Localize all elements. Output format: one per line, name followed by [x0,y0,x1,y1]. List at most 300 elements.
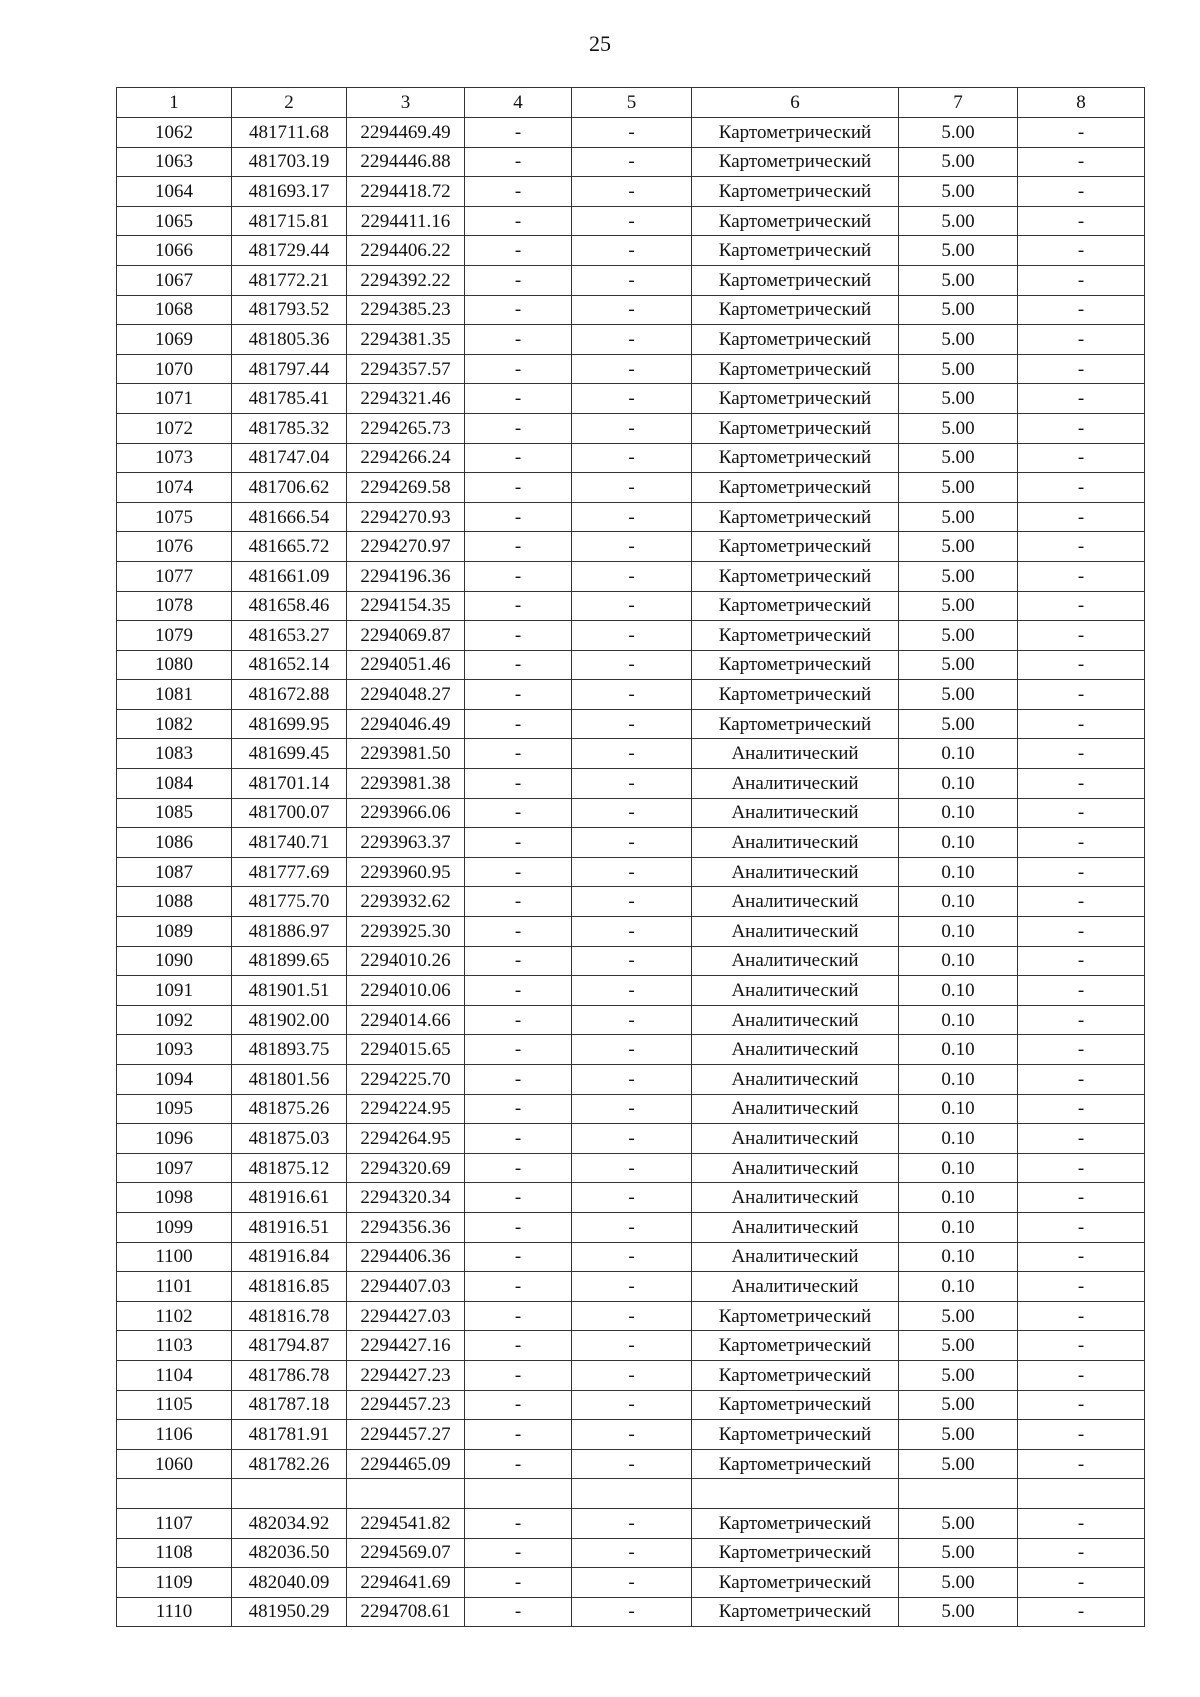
table-cell: Аналитический [692,1212,899,1242]
table-cell: 481785.32 [232,413,347,443]
table-cell: - [1018,325,1145,355]
table-cell: 2294270.97 [347,532,465,562]
table-cell: 2294411.16 [347,206,465,236]
table-cell: Картометрический [692,1568,899,1598]
table-cell: - [1018,473,1145,503]
table-cell: 1080 [117,650,232,680]
table-row [117,502,1145,532]
table-cell: 2294427.16 [347,1331,465,1361]
table-cell: - [1018,1449,1145,1479]
table-cell: - [465,265,572,295]
table-cell: - [572,1449,692,1479]
table-cell: 2294641.69 [347,1568,465,1598]
table-cell: 1066 [117,236,232,266]
table-cell: Аналитический [692,1272,899,1302]
table-cell: 1101 [117,1272,232,1302]
table-cell: 481693.17 [232,177,347,207]
table-cell: 1079 [117,621,232,651]
table-cell: 2294392.22 [347,265,465,295]
table-cell: 2294381.35 [347,325,465,355]
table-cell: - [1018,1568,1145,1598]
table-row [117,887,1145,917]
table-cell: - [1018,295,1145,325]
table-cell: - [1018,1094,1145,1124]
table-cell [692,1479,899,1509]
table-cell: - [465,739,572,769]
table-cell: 1104 [117,1360,232,1390]
table-cell: 1088 [117,887,232,917]
table-cell: Картометрический [692,177,899,207]
table-cell: - [1018,1301,1145,1331]
table-cell: 5.00 [899,1390,1018,1420]
table-cell: 5.00 [899,680,1018,710]
table-cell: 2294266.24 [347,443,465,473]
table-cell: - [465,325,572,355]
table-cell: 1076 [117,532,232,562]
table-cell: - [572,1124,692,1154]
table-cell: 1072 [117,413,232,443]
table-cell: Аналитический [692,1153,899,1183]
table-cell: - [465,621,572,651]
table-cell: - [465,976,572,1006]
table-cell: - [465,680,572,710]
table-cell: - [572,295,692,325]
table-row [117,532,1145,562]
table-row [117,1301,1145,1331]
table-cell: 2293981.38 [347,769,465,799]
table-cell: 481701.14 [232,769,347,799]
table-cell: - [465,147,572,177]
table-cell: 5.00 [899,650,1018,680]
table-cell: 2294427.03 [347,1301,465,1331]
table-row [117,1360,1145,1390]
table-cell: - [465,1538,572,1568]
table-cell: 0.10 [899,1183,1018,1213]
table-cell: - [1018,591,1145,621]
table-cell: Картометрический [692,532,899,562]
table-cell: 2294457.23 [347,1390,465,1420]
table-cell: 5.00 [899,1360,1018,1390]
table-row [117,709,1145,739]
table-cell: - [1018,1360,1145,1390]
table-cell: 2294407.03 [347,1272,465,1302]
column-header: 5 [572,88,692,118]
table-cell: - [465,206,572,236]
table-cell: - [1018,236,1145,266]
table-cell: Картометрический [692,206,899,236]
table-cell: 5.00 [899,1449,1018,1479]
table-cell: 5.00 [899,413,1018,443]
table-cell: 0.10 [899,828,1018,858]
table-cell: 1108 [117,1538,232,1568]
table-row [117,591,1145,621]
table-cell: 5.00 [899,561,1018,591]
table-cell: - [1018,946,1145,976]
table-cell: 481787.18 [232,1390,347,1420]
table-cell: - [465,1449,572,1479]
table-cell: Картометрический [692,591,899,621]
table-cell: 0.10 [899,739,1018,769]
table-cell: Картометрический [692,473,899,503]
table-cell: - [1018,1242,1145,1272]
table-cell: - [572,502,692,532]
table-cell: Аналитический [692,1242,899,1272]
table-cell: 0.10 [899,1272,1018,1302]
table-cell: 1087 [117,857,232,887]
table-cell: 2293963.37 [347,828,465,858]
table-cell: - [1018,917,1145,947]
table-cell: - [465,1242,572,1272]
column-header: 4 [465,88,572,118]
table-cell: Аналитический [692,1035,899,1065]
table-cell: - [572,384,692,414]
table-cell: 1071 [117,384,232,414]
table-cell: 2293981.50 [347,739,465,769]
table-cell: 481740.71 [232,828,347,858]
table-cell: Аналитический [692,946,899,976]
table-cell: - [572,1360,692,1390]
table-cell: 481793.52 [232,295,347,325]
table-cell: 1109 [117,1568,232,1598]
table-cell: 1069 [117,325,232,355]
table-cell: 481785.41 [232,384,347,414]
table-cell: - [465,1420,572,1450]
table-cell: Аналитический [692,976,899,1006]
table-row [117,650,1145,680]
table-row [117,976,1145,1006]
table-cell: - [572,621,692,651]
table-cell: 481772.21 [232,265,347,295]
table-cell: 0.10 [899,1035,1018,1065]
table-cell: 481715.81 [232,206,347,236]
table-cell: 481729.44 [232,236,347,266]
table-cell: 1094 [117,1065,232,1095]
table-cell: - [1018,1538,1145,1568]
table-cell: - [572,473,692,503]
table-row [117,354,1145,384]
table-cell: - [572,1597,692,1627]
table-cell: - [1018,1065,1145,1095]
table-cell: 481666.54 [232,502,347,532]
table-cell: 5.00 [899,1301,1018,1331]
table-cell: 0.10 [899,946,1018,976]
table-cell [1018,1479,1145,1509]
table-cell: 481805.36 [232,325,347,355]
table-cell: Картометрический [692,413,899,443]
table-cell: 5.00 [899,591,1018,621]
table-cell: 481794.87 [232,1331,347,1361]
table-cell: Аналитический [692,1094,899,1124]
table-cell: 1082 [117,709,232,739]
table-cell: Картометрический [692,1390,899,1420]
table-cell: - [465,177,572,207]
table-cell: - [572,1301,692,1331]
table-row [117,739,1145,769]
table-cell: Аналитический [692,1124,899,1154]
table-cell: 0.10 [899,769,1018,799]
table-cell: - [572,976,692,1006]
table-cell: 0.10 [899,1124,1018,1154]
table-cell: 2294069.87 [347,621,465,651]
table-cell: - [465,413,572,443]
table-cell: 2294457.27 [347,1420,465,1450]
table-cell: - [572,769,692,799]
table-cell: 1105 [117,1390,232,1420]
table-cell: - [572,1272,692,1302]
table-cell: 2294224.95 [347,1094,465,1124]
table-row [117,1538,1145,1568]
column-header: 2 [232,88,347,118]
table-row [117,1153,1145,1183]
table-cell: - [1018,887,1145,917]
table-cell: - [572,1331,692,1361]
table-cell: Картометрический [692,384,899,414]
table-cell: 0.10 [899,1005,1018,1035]
table-cell: - [572,1183,692,1213]
table-cell: 0.10 [899,887,1018,917]
table-cell: - [465,1331,572,1361]
table-cell: 481816.78 [232,1301,347,1331]
page-number: 25 [589,31,611,56]
table-cell: Картометрический [692,561,899,591]
table-cell: - [572,680,692,710]
table-cell: 1077 [117,561,232,591]
table-cell: 481781.91 [232,1420,347,1450]
table-cell: - [465,1183,572,1213]
table-cell: Аналитический [692,828,899,858]
table-cell: 2294385.23 [347,295,465,325]
table-cell: 5.00 [899,621,1018,651]
table-cell: - [465,1597,572,1627]
table-cell: 5.00 [899,1420,1018,1450]
table-cell: - [1018,1153,1145,1183]
table-cell: 481706.62 [232,473,347,503]
table-cell: Картометрический [692,325,899,355]
table-cell: 481652.14 [232,650,347,680]
table-cell: - [1018,502,1145,532]
table-cell: 2294469.49 [347,118,465,148]
table-cell: Картометрический [692,1597,899,1627]
table-row [117,177,1145,207]
table-cell: Картометрический [692,443,899,473]
table-row [117,443,1145,473]
column-header: 1 [117,88,232,118]
table-cell: 481653.27 [232,621,347,651]
table-cell: - [1018,265,1145,295]
table-cell: Картометрический [692,1331,899,1361]
table-cell: - [572,1420,692,1450]
table-cell: 1089 [117,917,232,947]
table-cell: - [465,1568,572,1598]
table-cell: - [572,236,692,266]
table-cell: 5.00 [899,236,1018,266]
table-cell: 2294154.35 [347,591,465,621]
table-cell: - [1018,798,1145,828]
table-cell: - [465,118,572,148]
table-cell: 1081 [117,680,232,710]
table-cell: 1092 [117,1005,232,1035]
table-cell: - [465,384,572,414]
table-cell: 1068 [117,295,232,325]
table-row [117,1035,1145,1065]
table-cell: - [465,887,572,917]
table-cell: Аналитический [692,1183,899,1213]
table-cell: Аналитический [692,769,899,799]
table-cell: Картометрический [692,147,899,177]
table-row [117,561,1145,591]
table-cell: - [465,1390,572,1420]
table-cell: - [465,1301,572,1331]
table-cell: - [572,650,692,680]
table-cell: 481816.85 [232,1272,347,1302]
table-cell: 1097 [117,1153,232,1183]
table-cell: 5.00 [899,502,1018,532]
table-row [117,325,1145,355]
table-cell: 0.10 [899,857,1018,887]
table-cell: 481672.88 [232,680,347,710]
table-cell: - [1018,1508,1145,1538]
table-cell: 0.10 [899,1153,1018,1183]
table-cell: - [572,147,692,177]
table-cell: 5.00 [899,206,1018,236]
table-cell: 2294406.22 [347,236,465,266]
table-cell: - [465,591,572,621]
table-cell: 5.00 [899,1508,1018,1538]
table-cell: - [572,1242,692,1272]
table-cell [232,1479,347,1509]
table-row [117,1272,1145,1302]
table-row [117,1242,1145,1272]
column-header: 8 [1018,88,1145,118]
table-cell: 2294010.06 [347,976,465,1006]
table-cell: - [465,769,572,799]
table-cell: - [572,1538,692,1568]
table-cell: - [1018,443,1145,473]
table-cell: 2294356.36 [347,1212,465,1242]
table-cell: 1090 [117,946,232,976]
table-cell: Картометрический [692,650,899,680]
table-cell: 2293966.06 [347,798,465,828]
table-cell: - [572,443,692,473]
table-row [117,1597,1145,1627]
table-row [117,1479,1145,1509]
table-cell: - [1018,828,1145,858]
table-cell: 482034.92 [232,1508,347,1538]
table-cell: - [1018,1005,1145,1035]
table-cell: - [465,1153,572,1183]
table-cell: - [465,798,572,828]
table-cell: 5.00 [899,473,1018,503]
table-row [117,473,1145,503]
table-cell: - [465,650,572,680]
table-cell: - [572,532,692,562]
table-cell: - [1018,680,1145,710]
table-cell: 5.00 [899,384,1018,414]
table-cell: - [1018,1272,1145,1302]
column-header: 7 [899,88,1018,118]
table-cell: 481661.09 [232,561,347,591]
table-cell: 2294010.26 [347,946,465,976]
table-cell: 1065 [117,206,232,236]
table-cell: - [572,1035,692,1065]
table-cell: - [572,857,692,887]
table-cell: 1093 [117,1035,232,1065]
table-cell: 2294320.34 [347,1183,465,1213]
table-cell: - [1018,1331,1145,1361]
table-row [117,206,1145,236]
table-cell: 481786.78 [232,1360,347,1390]
table-cell: 2294418.72 [347,177,465,207]
table-cell: 481893.75 [232,1035,347,1065]
table-cell: 2293960.95 [347,857,465,887]
table-cell: 1091 [117,976,232,1006]
table-cell: 5.00 [899,709,1018,739]
table-cell: 5.00 [899,118,1018,148]
table-cell: 1096 [117,1124,232,1154]
table-cell [465,1479,572,1509]
table-row [117,1420,1145,1450]
table-row [117,946,1145,976]
table-cell: 2294708.61 [347,1597,465,1627]
table-cell: - [572,828,692,858]
table-cell: Картометрический [692,1420,899,1450]
table-cell: 2294427.23 [347,1360,465,1390]
table-cell: 1083 [117,739,232,769]
table-cell: 481797.44 [232,354,347,384]
table-cell: 5.00 [899,147,1018,177]
table-cell: - [1018,118,1145,148]
table-cell: 2294569.07 [347,1538,465,1568]
table-cell: 481699.95 [232,709,347,739]
table-cell: 2294357.57 [347,354,465,384]
table-cell: Картометрический [692,1508,899,1538]
table-cell: 481658.46 [232,591,347,621]
table-cell: 0.10 [899,976,1018,1006]
table-cell: 2294321.46 [347,384,465,414]
table-cell: - [572,1212,692,1242]
table-cell: 2294446.88 [347,147,465,177]
table-cell [347,1479,465,1509]
table-cell: - [465,236,572,266]
table-cell: 5.00 [899,1331,1018,1361]
table-cell: 1106 [117,1420,232,1450]
table-cell: 2294225.70 [347,1065,465,1095]
table-cell: 1085 [117,798,232,828]
table-row [117,1065,1145,1095]
table-cell: - [572,1094,692,1124]
table-cell: 481901.51 [232,976,347,1006]
table-cell: - [1018,1390,1145,1420]
table-cell: 2294320.69 [347,1153,465,1183]
table-cell: - [1018,1035,1145,1065]
table-row [117,384,1145,414]
table-cell: - [465,1094,572,1124]
table-cell: - [465,1212,572,1242]
table-row [117,769,1145,799]
table-cell: 5.00 [899,354,1018,384]
table-cell: 481875.03 [232,1124,347,1154]
table-cell: - [1018,1597,1145,1627]
table-cell: 2294270.93 [347,502,465,532]
table-cell: - [572,1005,692,1035]
table-row [117,621,1145,651]
table-cell: 2294269.58 [347,473,465,503]
table-row [117,1508,1145,1538]
table-cell: 0.10 [899,1242,1018,1272]
table-cell: - [572,1390,692,1420]
table-cell: 5.00 [899,265,1018,295]
table-cell: - [465,295,572,325]
